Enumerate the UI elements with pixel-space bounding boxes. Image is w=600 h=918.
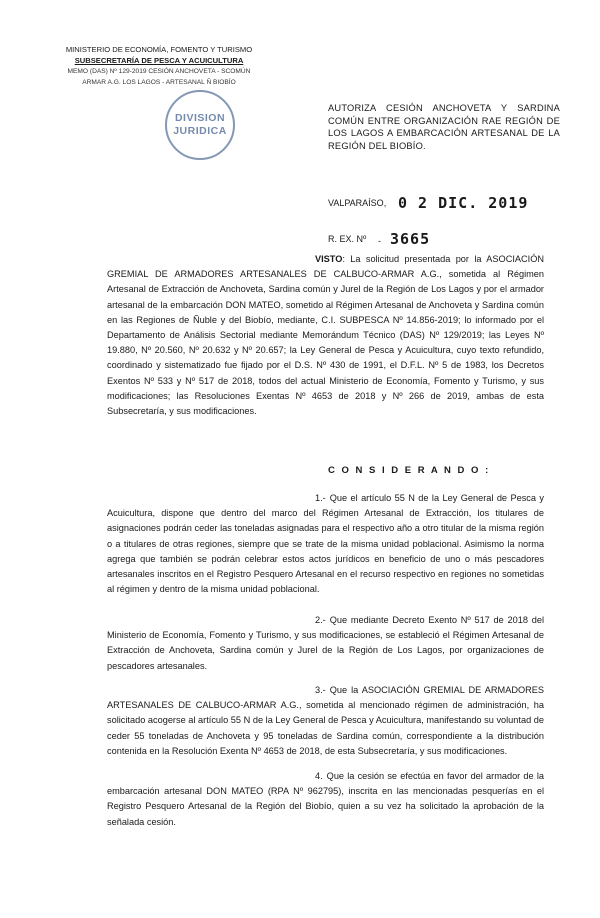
- memo-reference-2: ARMAR A.G. LOS LAGOS - ARTESANAL Ñ BIOBÍO: [82, 79, 236, 86]
- document-title: AUTORIZA CESIÓN ANCHOVETA Y SARDINA COMÚN ENTRE ORGANIZACIÓN RAE REGIÓN DE LOS LAGOS A EMBARCACIÓN ARTESANAL DE LA REGIÓN DEL BIOBÍO.: [328, 103, 560, 151]
- memo-reference: MEMO (DAS) Nº 129-2019 CESIÓN ANCHOVETA - SCOMÚN: [67, 68, 251, 75]
- item-text: Que mediante Decreto Exento Nº 517 de 2018 del Ministerio de Economía, Fomento y Turismo, y sus modificaciones, se estableció el Régimen Artesanal de Extracción de Anchoveta, Sardina común y Jurel de la Región de Los Lagos, por organizaciones de pescadores artesanales.: [107, 615, 544, 671]
- juridical-division-stamp: [165, 90, 235, 160]
- item-text: Que la ASOCIACIÓN GREMIAL DE ARMADORES ARTESANALES DE CALBUCO-ARMAR A.G., sometida al mencionado régimen de administración, ha solicitado acogerse al artículo 55 N de la Ley General de Pesca y Acuicultura, manifestando su voluntad de ceder 55 toneladas de Anchoveta y 95 toneladas de Sardina común, correspondiente a la distribución contenida en la Resolución Exenta Nº 4653 de 2018, de esta Subsecretaría, y sus modificaciones.: [107, 685, 544, 756]
- resolution-dash: -: [378, 236, 381, 246]
- undersecretariat-name: SUBSECRETARÍA DE PESCA Y ACUICULTURA: [74, 56, 244, 65]
- letterhead: [48, 44, 270, 88]
- item-number: 3.-: [315, 685, 326, 695]
- place-label: VALPARAÍSO,: [328, 198, 387, 208]
- item-text: Que la cesión se efectúa en favor del armador de la embarcación artesanal DON MATEO (RPA Nº 962795), inscrita en las mencionadas pesquerías en el Registro Pesquero Artesanal de la Región del Biobío, quien a su vez ha solicitado la aprobación de la señalada cesión.: [107, 771, 544, 827]
- stamp-line-1: DIVISION: [174, 112, 226, 124]
- visto-lead: VISTO: [315, 254, 343, 264]
- resolution-number: 3665: [390, 230, 431, 248]
- resolution-label: R. EX. Nº: [328, 234, 367, 244]
- considerando-item-2: [107, 613, 544, 674]
- stamp-line-2: JURIDICA: [173, 125, 227, 137]
- visto-paragraph: [107, 252, 544, 419]
- considerando-item-1: [107, 491, 544, 597]
- ministry-name: MINISTERIO DE ECONOMÍA, FOMENTO Y TURISMO: [65, 45, 253, 54]
- item-number: 1.-: [315, 493, 326, 503]
- item-text: Que el artículo 55 N de la Ley General de Pesca y Acuicultura, dispone que dentro del marco del Régimen Artesanal de Extracción, los titulares de asignaciones podrán ceder las toneladas asignadas para el respectivo año a otro titular de la misma región o a titulares de otras regiones, siempre que se trate de la misma unidad poblacional. Asimismo la norma agrega que también se podrán celebrar estos actos jurídicos en beneficio de uno o más pescadores artesanales inscritos en el Registro Pesquero Artesanal en el recurso respectivo en regiones no sometidas al régimen y dentro de la misma unidad poblacional.: [107, 493, 544, 595]
- considerando-item-3: [107, 683, 544, 759]
- considerando-item-4: [107, 769, 544, 830]
- visto-text: : La solicitud presentada por la ASOCIACIÓN GREMIAL DE ARMADORES ARTESANALES DE CALBUCO-ARMAR A.G., sometida al Régimen Artesanal de Extracción de Anchoveta, Sardina común y Jurel de la Región de Los Lagos y por el armador artesanal de la embarcación DON MATEO, sometido al Régimen Artesanal de Anchoveta y Sardina común en las Regiones de Ñuble y del Biobío, mediante, C.I. SUBPESCA Nº 14.856-2019; lo informado por el Departamento de Análisis Sectorial mediante Memorándum Técnico (DAS) Nº 129/2019; las Leyes Nº 19.880, Nº 20.560, Nº 20.632 y Nº 20.657; la Ley General de Pesca y Acuicultura, cuyo texto refundido, coordinado y sistematizado fue fijado por el D.S. Nº 430 de 1991, el D.F.L. Nº 5 de 1983, los Decretos Exentos Nº 533 y Nº 517 de 2018, todos del actual Ministerio de Economía, Fomento y Turismo, y sus modificaciones; las Resoluciones Exentas Nº 4653 de 2018 y Nº 266 de 2019, ambas de esta Subsecretaría, y sus modificaciones.: [107, 254, 544, 417]
- issue-date: 0 2 DIC. 2019: [398, 194, 529, 212]
- considerando-heading: C O N S I D E R A N D O :: [328, 465, 491, 476]
- item-number: 4.: [315, 771, 323, 781]
- item-number: 2.-: [315, 615, 326, 625]
